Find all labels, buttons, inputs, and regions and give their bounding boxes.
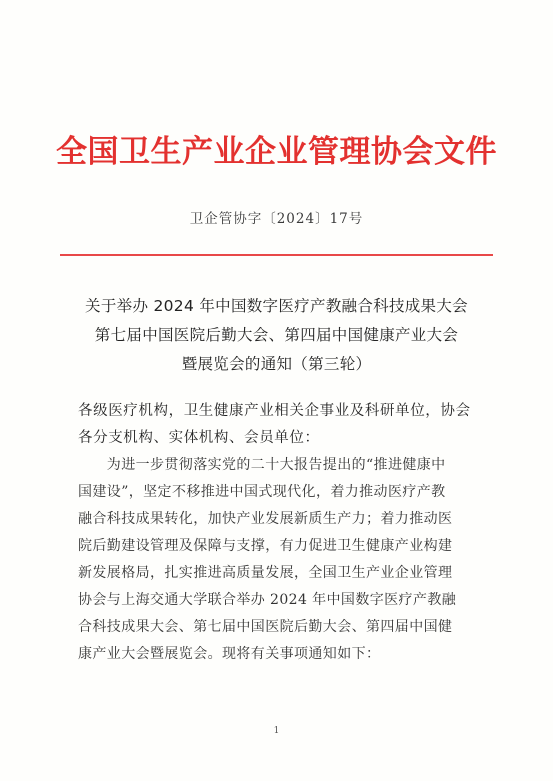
body-line: 为进一步贯彻落实党的二十大报告提出的“推进健康中 xyxy=(78,457,446,473)
body-line: 融合科技成果转化，加快产业发展新质生产力；着力推动医 xyxy=(78,511,453,527)
body-line: 康产业大会暨展览会。现将有关事项通知如下： xyxy=(78,646,381,662)
salutation-line: 各分支机构、实体机构、会员单位： xyxy=(78,430,320,446)
body-line: 合科技成果大会、第七届中国医院后勤大会、第四届中国健 xyxy=(78,619,453,635)
salutation xyxy=(78,398,488,452)
page-number: 1 xyxy=(273,726,280,736)
title-line: 暨展览会的通知（第三轮） xyxy=(181,355,372,373)
red-divider-line xyxy=(60,254,493,256)
title-line: 关于举办 2024 年中国数字医疗产教融合科技成果大会 xyxy=(85,297,468,315)
body-line: 新发展格局，扎实推进高质量发展，全国卫生产业企业管理 xyxy=(78,565,453,581)
body-paragraph xyxy=(78,452,488,668)
title-line: 第七届中国医院后勤大会、第四届中国健康产业大会 xyxy=(94,326,459,344)
body-line: 院后勤建设管理及保障与支撑，有力促进卫生健康产业构建 xyxy=(78,538,453,554)
body-line: 协会与上海交通大学联合举办 2024 年中国数字医疗产教融 xyxy=(78,592,457,608)
notice-title xyxy=(40,292,513,379)
masthead-title: 全国卫生产业企业管理协会文件 xyxy=(56,134,497,170)
document-number: 卫企管协字〔2024〕17号 xyxy=(189,211,364,227)
body-line: 国建设”，坚定不移推进中国式现代化，着力推动医疗产教 xyxy=(78,484,446,500)
salutation-line: 各级医疗机构，卫生健康产业相关企事业及科研单位，协会 xyxy=(78,403,471,419)
